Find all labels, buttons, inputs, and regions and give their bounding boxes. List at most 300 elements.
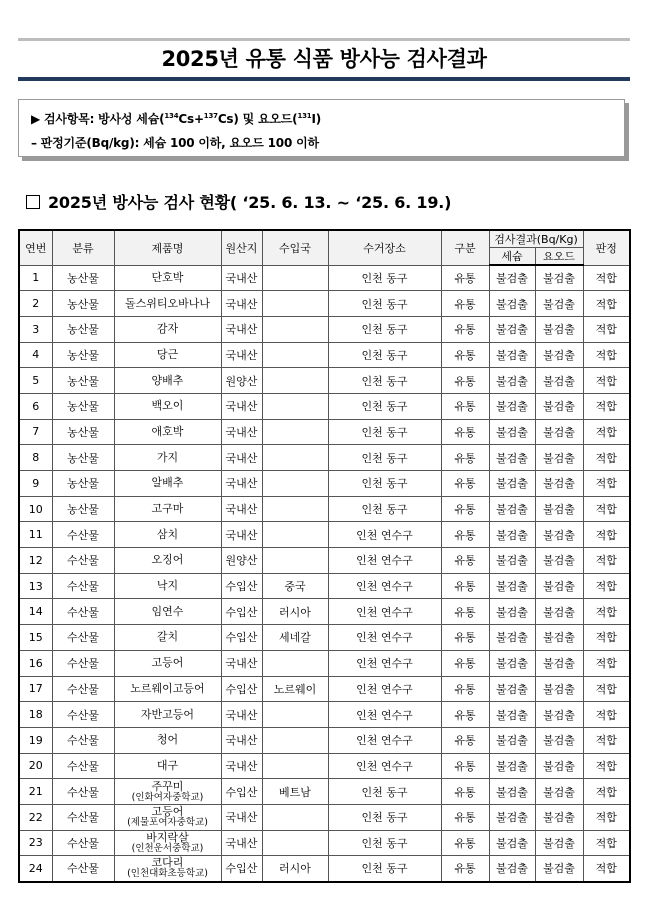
cell-location: 인천 연수구 — [328, 727, 441, 753]
cell-location: 인천 동구 — [328, 856, 441, 882]
cell-verdict: 적합 — [583, 779, 630, 805]
cell-location: 인천 동구 — [328, 804, 441, 830]
cell-origin: 수입산 — [221, 676, 262, 702]
header-origin: 원산지 — [221, 230, 262, 265]
cell-origin: 국내산 — [221, 650, 262, 676]
cell-location: 인천 동구 — [328, 830, 441, 856]
cell-cesium: 불검출 — [489, 856, 535, 882]
cell-type: 유통 — [441, 856, 489, 882]
cell-location: 인천 연수구 — [328, 753, 441, 779]
cell-type: 유통 — [441, 496, 489, 522]
cell-location: 인천 연수구 — [328, 522, 441, 548]
cell-iodine: 불검출 — [535, 522, 583, 548]
product-name: 가지 — [156, 450, 179, 464]
table-row — [19, 779, 630, 805]
product-name: 고등어 — [151, 656, 184, 670]
cell-import-country — [262, 753, 328, 779]
cell-product — [114, 548, 221, 574]
product-name: 알배추 — [151, 476, 184, 490]
header-import-country: 수입국 — [262, 230, 328, 265]
cell-category: 농산물 — [52, 265, 114, 291]
cell-no: 5 — [19, 368, 52, 394]
table-row — [19, 316, 630, 342]
cell-origin: 수입산 — [221, 856, 262, 882]
cell-origin: 국내산 — [221, 753, 262, 779]
cell-product — [114, 753, 221, 779]
product-name: 감자 — [156, 322, 179, 336]
table-row — [19, 676, 630, 702]
cell-iodine: 불검출 — [535, 265, 583, 291]
cell-cesium: 불검출 — [489, 779, 535, 805]
cell-import-country: 러시아 — [262, 856, 328, 882]
cell-location: 인천 연수구 — [328, 702, 441, 728]
cell-category: 수산물 — [52, 804, 114, 830]
cell-iodine: 불검출 — [535, 804, 583, 830]
cell-location: 인천 동구 — [328, 316, 441, 342]
cell-no: 19 — [19, 727, 52, 753]
cell-category: 수산물 — [52, 522, 114, 548]
cell-verdict: 적합 — [583, 265, 630, 291]
cell-type: 유통 — [441, 548, 489, 574]
cell-import-country: 러시아 — [262, 599, 328, 625]
table-row — [19, 727, 630, 753]
cell-verdict: 적합 — [583, 856, 630, 882]
product-name: 고등어 — [151, 805, 184, 819]
cell-no: 13 — [19, 573, 52, 599]
table-row — [19, 368, 630, 394]
header-no: 연번 — [19, 230, 52, 265]
cell-category: 수산물 — [52, 779, 114, 805]
cell-origin: 국내산 — [221, 727, 262, 753]
table-row — [19, 291, 630, 317]
cell-origin: 국내산 — [221, 471, 262, 497]
table-row — [19, 650, 630, 676]
table-row — [19, 625, 630, 651]
cell-category: 농산물 — [52, 496, 114, 522]
cell-category: 수산물 — [52, 548, 114, 574]
cell-iodine: 불검출 — [535, 291, 583, 317]
cell-verdict: 적합 — [583, 445, 630, 471]
cell-iodine: 불검출 — [535, 496, 583, 522]
cell-product — [114, 471, 221, 497]
table-row — [19, 445, 630, 471]
cell-iodine: 불검출 — [535, 625, 583, 651]
cell-import-country — [262, 727, 328, 753]
cell-product — [114, 650, 221, 676]
cell-product — [114, 522, 221, 548]
table-row — [19, 393, 630, 419]
cell-type: 유통 — [441, 522, 489, 548]
cell-origin: 국내산 — [221, 445, 262, 471]
cell-import-country — [262, 548, 328, 574]
cell-cesium: 불검출 — [489, 830, 535, 856]
cell-category: 농산물 — [52, 471, 114, 497]
cell-product — [114, 625, 221, 651]
product-name: 낙지 — [156, 579, 179, 593]
cell-no: 23 — [19, 830, 52, 856]
cell-product — [114, 676, 221, 702]
cell-verdict: 적합 — [583, 727, 630, 753]
table-row — [19, 265, 630, 291]
cell-import-country — [262, 830, 328, 856]
cell-verdict: 적합 — [583, 548, 630, 574]
cell-origin: 수입산 — [221, 779, 262, 805]
cell-iodine: 불검출 — [535, 650, 583, 676]
cell-no: 1 — [19, 265, 52, 291]
cell-iodine: 불검출 — [535, 573, 583, 599]
cell-product — [114, 291, 221, 317]
product-name: 대구 — [156, 758, 179, 772]
cell-location: 인천 연수구 — [328, 573, 441, 599]
table-row — [19, 702, 630, 728]
product-school: (인화여자중학교) — [131, 791, 204, 803]
cell-import-country — [262, 650, 328, 676]
cell-import-country — [262, 342, 328, 368]
header-result: 검사결과(Bq/Kg) — [489, 230, 583, 248]
cell-origin: 국내산 — [221, 830, 262, 856]
cell-product — [114, 804, 221, 830]
table-row — [19, 804, 630, 830]
cell-cesium: 불검출 — [489, 393, 535, 419]
section-title: 2025년 방사능 검사 현황( ‘25. 6. 13. ~ ‘25. 6. 19.) — [26, 190, 451, 213]
cell-no: 6 — [19, 393, 52, 419]
cell-location: 인천 동구 — [328, 342, 441, 368]
cell-verdict: 적합 — [583, 650, 630, 676]
cell-import-country: 베트남 — [262, 779, 328, 805]
cell-iodine: 불검출 — [535, 419, 583, 445]
cell-no: 12 — [19, 548, 52, 574]
cell-import-country — [262, 445, 328, 471]
product-name: 주꾸미 — [151, 779, 184, 793]
cell-origin: 원양산 — [221, 548, 262, 574]
cell-verdict: 적합 — [583, 291, 630, 317]
cell-location: 인천 연수구 — [328, 676, 441, 702]
cell-cesium: 불검출 — [489, 342, 535, 368]
cell-iodine: 불검출 — [535, 779, 583, 805]
product-name: 백오이 — [151, 399, 184, 413]
cell-category: 수산물 — [52, 599, 114, 625]
cell-category: 농산물 — [52, 445, 114, 471]
page-title: 2025년 유통 식품 방사능 검사결과 — [161, 47, 487, 71]
cell-location: 인천 연수구 — [328, 548, 441, 574]
table-header-row — [19, 230, 630, 248]
cell-product — [114, 599, 221, 625]
cell-product — [114, 779, 221, 805]
product-name: 노르웨이고등어 — [130, 681, 205, 695]
cell-type: 유통 — [441, 393, 489, 419]
cell-import-country: 노르웨이 — [262, 676, 328, 702]
header-verdict: 판정 — [583, 230, 630, 265]
cell-cesium: 불검출 — [489, 548, 535, 574]
cell-verdict: 적합 — [583, 393, 630, 419]
cell-category: 농산물 — [52, 368, 114, 394]
cell-type: 유통 — [441, 676, 489, 702]
cell-verdict: 적합 — [583, 419, 630, 445]
cell-verdict: 적합 — [583, 830, 630, 856]
cell-import-country — [262, 419, 328, 445]
cell-import-country — [262, 702, 328, 728]
product-name: 오징어 — [151, 553, 184, 567]
cell-product — [114, 368, 221, 394]
cell-verdict: 적합 — [583, 522, 630, 548]
product-name: 고구마 — [151, 502, 184, 516]
table-row — [19, 496, 630, 522]
cell-category: 수산물 — [52, 650, 114, 676]
cell-verdict: 적합 — [583, 342, 630, 368]
cell-iodine: 불검출 — [535, 599, 583, 625]
cell-product — [114, 573, 221, 599]
product-name: 단호박 — [151, 270, 184, 284]
cell-category: 농산물 — [52, 419, 114, 445]
cell-verdict: 적합 — [583, 753, 630, 779]
cell-type: 유통 — [441, 804, 489, 830]
cell-iodine: 불검출 — [535, 676, 583, 702]
cell-no: 15 — [19, 625, 52, 651]
cell-no: 4 — [19, 342, 52, 368]
product-name: 바지락살 — [146, 830, 189, 844]
cell-type: 유통 — [441, 291, 489, 317]
cell-verdict: 적합 — [583, 625, 630, 651]
cell-no: 9 — [19, 471, 52, 497]
cell-category: 수산물 — [52, 625, 114, 651]
cell-iodine: 불검출 — [535, 548, 583, 574]
test-items-line: ▶ 검사항목: 방사성 세슘($^{134}$Cs+$^{137}$Cs) 및 요오드($^{131}$I) — [31, 112, 322, 126]
cell-import-country — [262, 291, 328, 317]
cell-location: 인천 연수구 — [328, 625, 441, 651]
product-name: 양배추 — [151, 373, 184, 387]
cell-origin: 원양산 — [221, 368, 262, 394]
cell-verdict: 적합 — [583, 804, 630, 830]
cell-no: 21 — [19, 779, 52, 805]
checkbox-square-icon — [26, 195, 40, 209]
cell-location: 인천 동구 — [328, 393, 441, 419]
cell-type: 유통 — [441, 779, 489, 805]
cell-location: 인천 연수구 — [328, 599, 441, 625]
cell-origin: 국내산 — [221, 419, 262, 445]
cell-import-country — [262, 496, 328, 522]
cell-verdict: 적합 — [583, 573, 630, 599]
cell-category: 수산물 — [52, 830, 114, 856]
table-body — [19, 265, 630, 882]
cell-import-country — [262, 316, 328, 342]
cell-location: 인천 동구 — [328, 445, 441, 471]
cell-iodine: 불검출 — [535, 393, 583, 419]
cell-origin: 수입산 — [221, 625, 262, 651]
cell-cesium: 불검출 — [489, 316, 535, 342]
cell-location: 인천 동구 — [328, 291, 441, 317]
cell-origin: 수입산 — [221, 599, 262, 625]
cell-import-country — [262, 804, 328, 830]
cell-origin: 국내산 — [221, 522, 262, 548]
cell-import-country — [262, 265, 328, 291]
product-name: 삼치 — [156, 527, 179, 541]
product-school: (인천운서중학교) — [131, 842, 204, 854]
cell-type: 유통 — [441, 265, 489, 291]
cell-no: 20 — [19, 753, 52, 779]
cell-location: 인천 연수구 — [328, 650, 441, 676]
table-row — [19, 522, 630, 548]
cell-product — [114, 419, 221, 445]
cell-import-country — [262, 393, 328, 419]
cell-iodine: 불검출 — [535, 856, 583, 882]
cell-verdict: 적합 — [583, 471, 630, 497]
title-bottom-rule — [18, 77, 630, 81]
cell-type: 유통 — [441, 753, 489, 779]
cell-no: 14 — [19, 599, 52, 625]
cell-product — [114, 445, 221, 471]
cell-type: 유통 — [441, 702, 489, 728]
cell-verdict: 적합 — [583, 599, 630, 625]
cell-category: 수산물 — [52, 753, 114, 779]
product-name: 돌스위티오바나나 — [124, 296, 210, 310]
table-row — [19, 753, 630, 779]
cell-no: 22 — [19, 804, 52, 830]
cell-type: 유통 — [441, 471, 489, 497]
cell-iodine: 불검출 — [535, 316, 583, 342]
cell-category: 수산물 — [52, 727, 114, 753]
cell-no: 7 — [19, 419, 52, 445]
cell-category: 수산물 — [52, 702, 114, 728]
cell-import-country: 중국 — [262, 573, 328, 599]
header-product: 제품명 — [114, 230, 221, 265]
cell-import-country — [262, 471, 328, 497]
cell-cesium: 불검출 — [489, 753, 535, 779]
cell-no: 2 — [19, 291, 52, 317]
cell-category: 농산물 — [52, 316, 114, 342]
cell-no: 3 — [19, 316, 52, 342]
cell-origin: 국내산 — [221, 316, 262, 342]
cell-origin: 국내산 — [221, 496, 262, 522]
product-name: 청어 — [156, 733, 179, 747]
cell-verdict: 적합 — [583, 702, 630, 728]
cell-origin: 국내산 — [221, 342, 262, 368]
cell-cesium: 불검출 — [489, 625, 535, 651]
product-school: (제물포여자중학교) — [127, 817, 208, 829]
cell-no: 17 — [19, 676, 52, 702]
product-school: (인천대화초등학교) — [127, 868, 208, 880]
cell-cesium: 불검출 — [489, 445, 535, 471]
cell-product — [114, 830, 221, 856]
cell-product — [114, 342, 221, 368]
cell-location: 인천 동구 — [328, 496, 441, 522]
cell-product — [114, 856, 221, 882]
cell-type: 유통 — [441, 419, 489, 445]
page-title-block — [18, 38, 630, 81]
cell-iodine: 불검출 — [535, 471, 583, 497]
cell-product — [114, 702, 221, 728]
cell-import-country — [262, 368, 328, 394]
cell-origin: 국내산 — [221, 804, 262, 830]
cell-category: 농산물 — [52, 342, 114, 368]
product-name: 당근 — [156, 347, 179, 361]
cell-type: 유통 — [441, 342, 489, 368]
cell-type: 유통 — [441, 316, 489, 342]
header-location: 수거장소 — [328, 230, 441, 265]
cell-import-country: 세네갈 — [262, 625, 328, 651]
cell-category: 수산물 — [52, 856, 114, 882]
cell-verdict: 적합 — [583, 496, 630, 522]
table-row — [19, 573, 630, 599]
cell-type: 유통 — [441, 445, 489, 471]
cell-iodine: 불검출 — [535, 702, 583, 728]
cell-cesium: 불검출 — [489, 804, 535, 830]
cell-product — [114, 316, 221, 342]
cell-product — [114, 496, 221, 522]
cell-cesium: 불검출 — [489, 676, 535, 702]
cell-cesium: 불검출 — [489, 471, 535, 497]
cell-cesium: 불검출 — [489, 650, 535, 676]
criteria-line: – 판정기준(Bq/kg): 세슘 100 이하, 요오드 100 이하 — [31, 136, 319, 150]
cell-cesium: 불검출 — [489, 368, 535, 394]
cell-iodine: 불검출 — [535, 753, 583, 779]
cell-location: 인천 동구 — [328, 368, 441, 394]
cell-type: 유통 — [441, 599, 489, 625]
cell-verdict: 적합 — [583, 676, 630, 702]
header-type: 구분 — [441, 230, 489, 265]
cell-no: 24 — [19, 856, 52, 882]
cell-cesium: 불검출 — [489, 727, 535, 753]
cell-location: 인천 동구 — [328, 265, 441, 291]
cell-type: 유통 — [441, 625, 489, 651]
cell-type: 유통 — [441, 368, 489, 394]
cell-origin: 국내산 — [221, 702, 262, 728]
cell-cesium: 불검출 — [489, 291, 535, 317]
cell-no: 18 — [19, 702, 52, 728]
cell-category: 농산물 — [52, 291, 114, 317]
cell-origin: 국내산 — [221, 393, 262, 419]
test-criteria-box — [18, 99, 625, 157]
product-name: 애호박 — [151, 424, 184, 438]
cell-origin: 수입산 — [221, 573, 262, 599]
header-iodine: 요오드 — [535, 248, 583, 266]
cell-cesium: 불검출 — [489, 496, 535, 522]
cell-no: 16 — [19, 650, 52, 676]
cell-iodine: 불검출 — [535, 727, 583, 753]
cell-origin: 국내산 — [221, 265, 262, 291]
cell-no: 8 — [19, 445, 52, 471]
cell-category: 수산물 — [52, 573, 114, 599]
table-row — [19, 830, 630, 856]
cell-origin: 국내산 — [221, 291, 262, 317]
product-name: 코다리 — [151, 856, 184, 870]
cell-import-country — [262, 522, 328, 548]
cell-product — [114, 393, 221, 419]
cell-product — [114, 265, 221, 291]
header-category: 분류 — [52, 230, 114, 265]
results-table — [18, 229, 631, 883]
table-row — [19, 342, 630, 368]
cell-iodine: 불검출 — [535, 830, 583, 856]
cell-verdict: 적합 — [583, 368, 630, 394]
cell-cesium: 불검출 — [489, 599, 535, 625]
cell-type: 유통 — [441, 830, 489, 856]
cell-cesium: 불검출 — [489, 702, 535, 728]
cell-cesium: 불검출 — [489, 573, 535, 599]
product-name: 임연수 — [151, 604, 184, 618]
cell-iodine: 불검출 — [535, 368, 583, 394]
table-row — [19, 471, 630, 497]
cell-type: 유통 — [441, 650, 489, 676]
cell-category: 농산물 — [52, 393, 114, 419]
cell-product — [114, 727, 221, 753]
product-name: 자반고등어 — [140, 707, 195, 721]
cell-location: 인천 동구 — [328, 419, 441, 445]
cell-no: 10 — [19, 496, 52, 522]
cell-cesium: 불검출 — [489, 265, 535, 291]
header-cesium: 세슘 — [489, 248, 535, 266]
cell-type: 유통 — [441, 573, 489, 599]
cell-cesium: 불검출 — [489, 522, 535, 548]
